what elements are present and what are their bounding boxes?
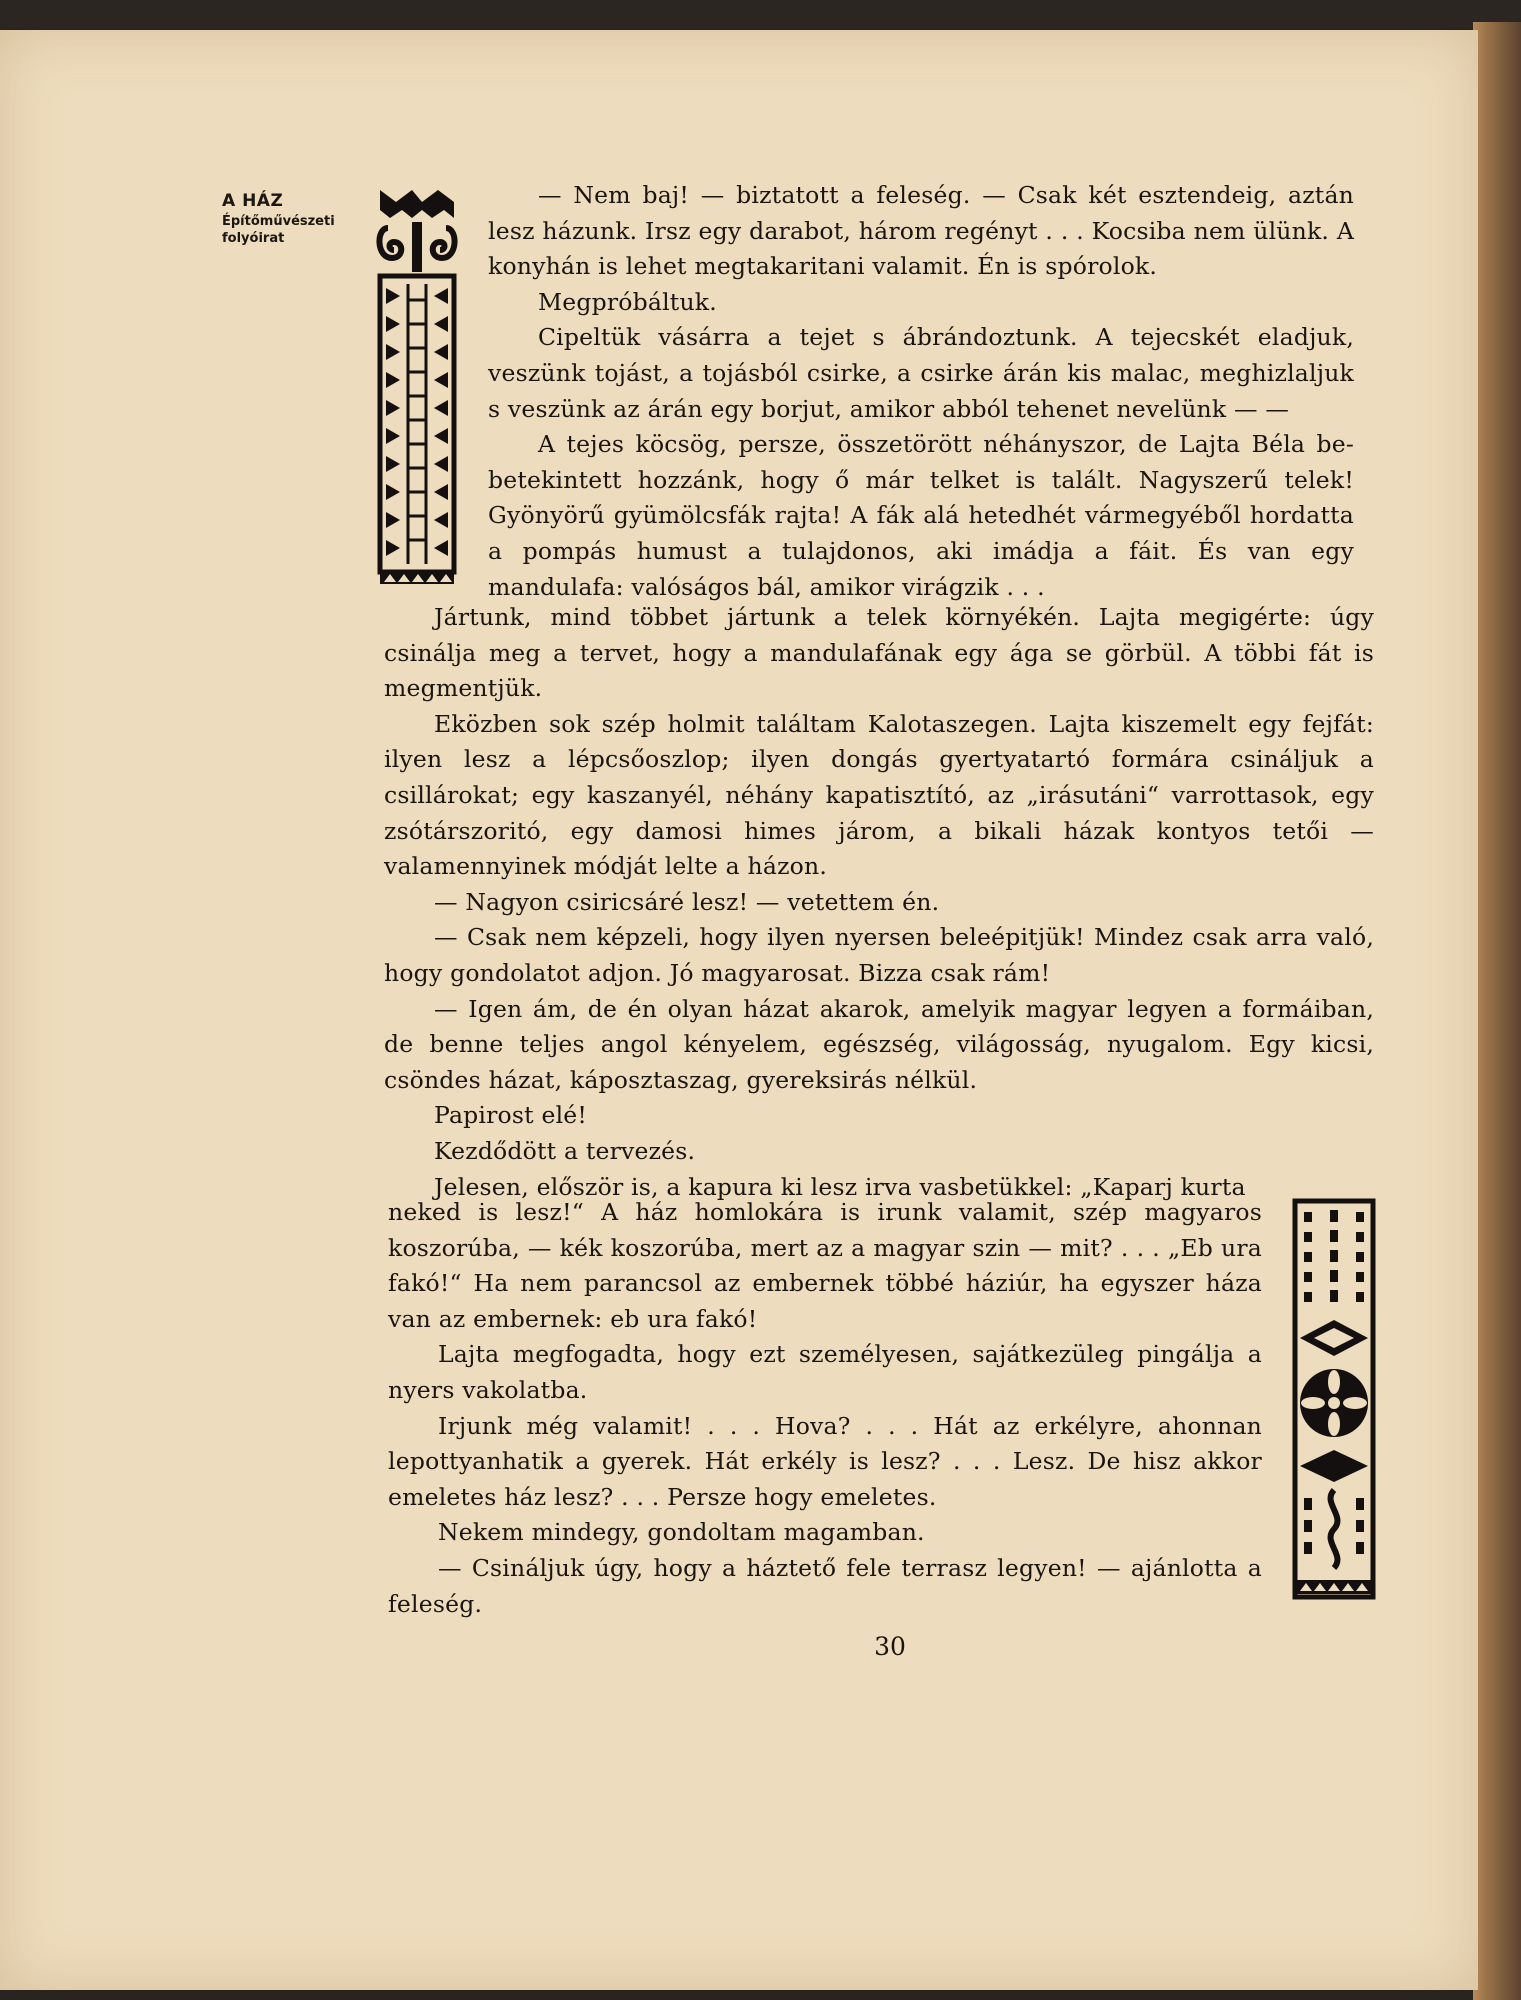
body-text-top [488,178,1354,605]
paragraph: Lajta megfogadta, hogy ezt személyesen, sajátkezüleg pingálja a nyers vakolatba. [388,1340,1262,1404]
page-edge [1473,22,1521,2000]
paragraph: — Csináljuk úgy, hogy a háztető fele terrasz legyen! — ajánlotta a feleség. [388,1553,1262,1618]
masthead-title: A HÁZ [222,191,284,211]
folk-ornament-side-icon [1292,1198,1376,1600]
paragraph: — Igen ám, de én olyan házat akarok, amelyik magyar legyen a formáiban, de benne teljes angol kényelem, egészség, világosság, nyugalom. Egy kicsi, csöndes házat, káposztaszag, gyereksirás nélkül. [384,994,1374,1094]
paragraph: Jártunk, mind többet jártunk a telek környékén. Lajta megigérte: úgy csinálja meg a tervet, hogy a mandulafának egy ága se görbül. A többi fát is megmentjük. [384,603,1374,703]
paragraph: Jelesen, először is, a kapura ki lesz irva vasbetükkel: „Kaparj kurta [434,1172,1246,1201]
masthead [222,190,362,248]
masthead-subtitle-1: Építőművészeti [222,213,335,229]
paragraph: A tejes köcsög, persze, összetörött néhányszor, de Lajta Béla be-betekintett hozzánk, hogy ő már telket is talált. Nagyszerű telek! Gyönyörű gyümölcsfák rajta! A fák alá hetedhét vármegyéből hordatta a pompás humust a tulajdonos, aki imádja a fáit. És van egy mandulafa: valóságos bál, amikor virágzik . . . [488,430,1354,601]
body-text-middle [384,600,1374,1205]
paragraph: — Csak nem képzeli, hogy ilyen nyersen beleépitjük! Mindez csak arra való, hogy gondolatot adjon. Jó magyarosat. Bizza csak rám! [384,923,1374,987]
paragraph: — Nem baj! — biztatott a feleség. — Csak két esztendeig, aztán lesz házunk. Irsz egy darabot, három regényt . . . Kocsiba nem ülünk. A konyhán is lehet megtakaritani valamit. Én is spórolok. [488,181,1354,281]
paragraph: Nekem mindegy, gondoltam magamban. [438,1518,925,1547]
paragraph: neked is lesz!“ A ház homlokára is irunk valamit, szép magyaros koszorúba, — kék koszorúba, mert az a magyar szin — mit? . . . „Eb ura fakó!“ Ha nem parancsol az embernek többé háziúr, ha egyszer háza van az embernek: eb ura fakó! [388,1198,1262,1333]
paragraph: Kezdődött a tervezés. [434,1136,696,1165]
body-text-bottom [388,1195,1262,1622]
paragraph: — Nagyon csiricsáré lesz! — vetettem én. [434,887,940,916]
paragraph: Papirost elé! [434,1101,588,1130]
page-number: 30 [874,1632,906,1661]
masthead-subtitle-2: folyóirat [222,231,285,247]
paragraph: Irjunk még valamit! . . . Hova? . . . Hát az erkélyre, ahonnan lepottyanhatik a gyerek. Hát erkély is lesz? . . . Lesz. De hisz akkor emeletes ház lesz? . . . Persze hogy emeletes. [388,1411,1262,1511]
paragraph: Eközben sok szép holmit találtam Kalotaszegen. Lajta kiszemelt egy fejfát: ilyen lesz a lépcsőoszlop; ilyen dongás gyertyatartó formára csináljuk a csillárokat; egy kaszanyél, néhány kapatisztító, az „irásutáni“ varrottasok, egy zsótárszoritó, egy damosi himes járom, a bikali házak kontyos tetői — valamennyinek módját lelte a házon. [384,709,1374,881]
folk-ornament-top-icon [374,188,460,588]
paragraph: Megpróbáltuk. [538,287,717,316]
paragraph: Cipeltük vásárra a tejet s ábrándoztunk. A tejecskét eladjuk, veszünk tojást, a tojásból csirke, a csirke árán kis malac, meghizlaljuk s veszünk az árán egy borjut, amikor abból tehenet nevelünk — — [488,323,1354,423]
